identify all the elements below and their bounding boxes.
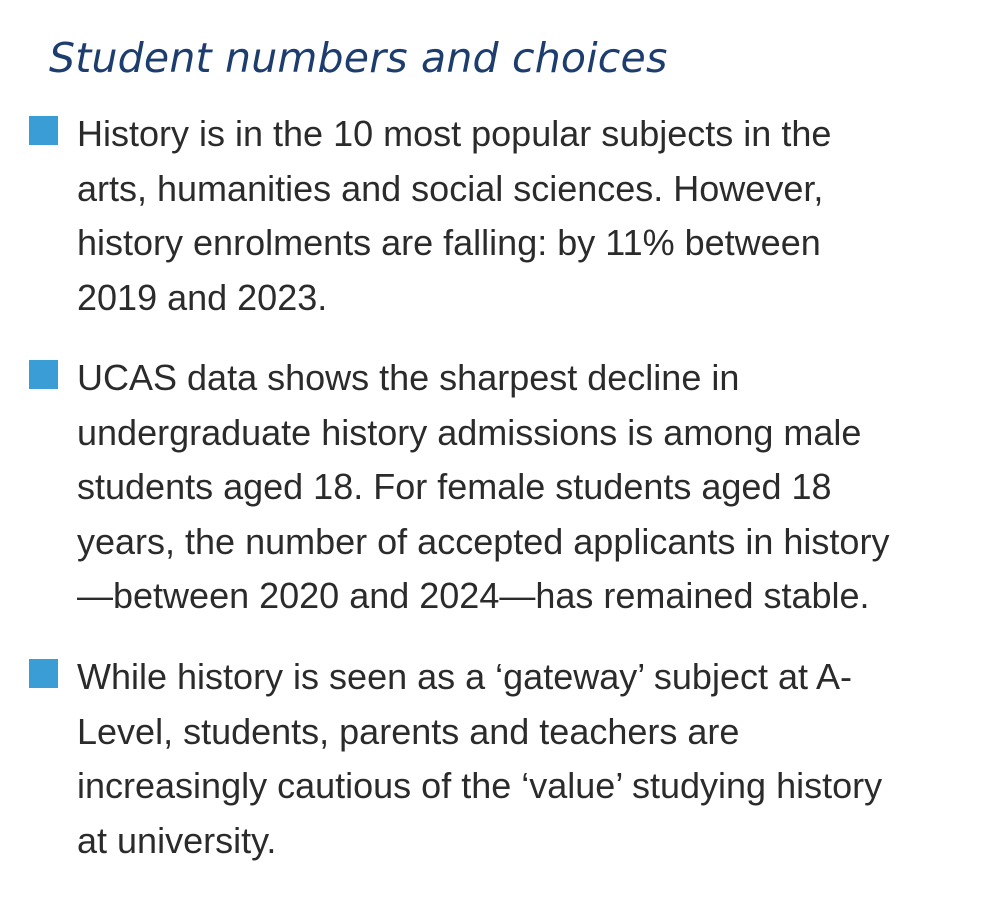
text-line: years, the number of accepted applicants in history bbox=[77, 520, 890, 562]
text-line: History is in the 10 most popular subjects in the bbox=[77, 113, 832, 154]
square-bullet-icon bbox=[29, 360, 58, 389]
text-line: Level, students, parents and teachers are bbox=[77, 710, 740, 752]
text-line: While history is seen as a ‘gateway’ subject at A- bbox=[77, 656, 853, 697]
text-line: 2019 and 2023. bbox=[77, 276, 328, 318]
text-line: undergraduate history admissions is among male bbox=[77, 411, 862, 453]
section-title: Student numbers and choices bbox=[49, 34, 668, 82]
bullet-text bbox=[77, 650, 967, 868]
text-line: increasingly cautious of the ‘value’ studying history bbox=[77, 765, 883, 806]
square-bullet-icon bbox=[29, 659, 58, 688]
bullet-text bbox=[77, 107, 967, 325]
text-line: —between 2020 and 2024—has remained stable. bbox=[77, 575, 870, 616]
text-line: at university. bbox=[77, 819, 277, 861]
text-line: arts, humanities and social sciences. However, bbox=[77, 167, 824, 209]
text-line: history enrolments are falling: by 11% between bbox=[77, 222, 821, 263]
text-line: UCAS data shows the sharpest decline in bbox=[77, 357, 740, 398]
bullet-text bbox=[77, 351, 967, 624]
square-bullet-icon bbox=[29, 116, 58, 145]
text-line: students aged 18. For female students aged 18 bbox=[77, 466, 832, 507]
